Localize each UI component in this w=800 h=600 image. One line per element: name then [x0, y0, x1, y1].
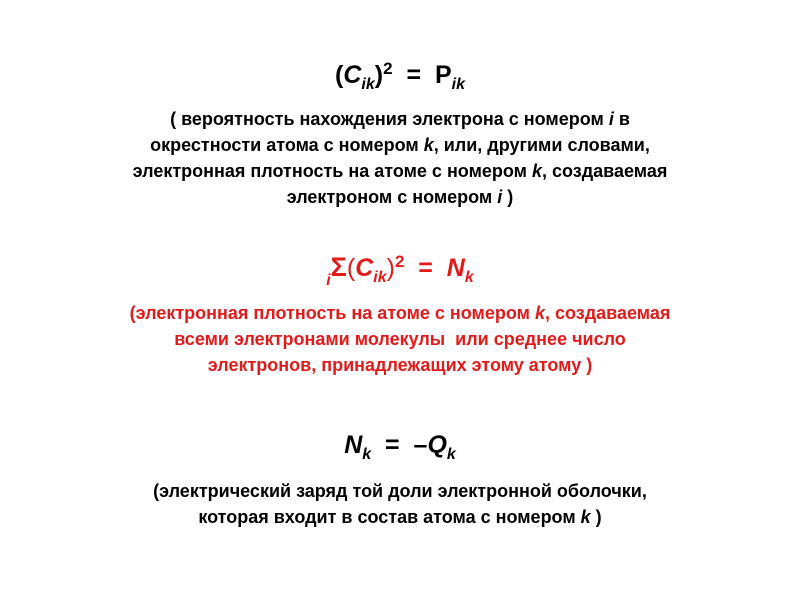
desc1-line4: электроном с номером i )	[286, 187, 514, 207]
desc1-line1: ( вероятность нахождения электрона с номером i в	[170, 109, 630, 129]
formula1-c: C	[343, 61, 362, 89]
desc3-line1: (электрический заряд той доли электронной оболочки,	[153, 481, 647, 501]
description-charge	[0, 478, 800, 530]
desc2-line1: (электронная плотность на атоме с номером k, создаваемая	[129, 303, 671, 323]
formula3-sub-k2: k	[446, 446, 456, 463]
description-electron-density	[0, 300, 800, 378]
formula2-sub-i: i	[326, 272, 331, 289]
formula3-q: Q	[427, 431, 447, 459]
formula1-close-paren: )	[374, 61, 384, 89]
formula2-equals: =	[404, 254, 447, 282]
formula1-sup-2: 2	[383, 59, 393, 78]
formula2-n: N	[446, 254, 465, 282]
formula2-sigma: Σ	[330, 252, 347, 282]
formula3-n: N	[344, 431, 363, 459]
formula2-sub-ik: ik	[373, 269, 387, 286]
formula1-equals: =	[392, 61, 435, 89]
formula1-p: P	[434, 61, 452, 89]
formula2-c: C	[355, 254, 374, 282]
formula3-minus: –	[413, 431, 428, 459]
formula2-open-paren: (	[346, 254, 356, 282]
desc1-line2: окрестности атома с номером k, или, другими словами,	[150, 135, 650, 155]
desc2-line2: всеми электронами молекулы или среднее число	[174, 329, 626, 349]
desc2-line3: электронов, принадлежащих этому атому )	[207, 355, 593, 375]
formula1-sub-ik: ik	[361, 76, 375, 93]
formula3-sub-k: k	[362, 446, 372, 463]
formula-probability	[0, 59, 800, 93]
formula2-sup-2: 2	[394, 252, 405, 271]
desc1-line3: электронная плотность на атоме с номером k, создаваемая	[132, 161, 668, 181]
formula1-sub-ik2: ik	[451, 76, 465, 93]
formula2-close-paren: )	[386, 254, 395, 282]
description-probability	[0, 106, 800, 210]
desc3-line2: которая входит в состав атома с номером k )	[198, 507, 602, 527]
formula1-open-paren: (	[335, 61, 344, 89]
formula-charge	[0, 430, 800, 463]
formula3-equals: =	[371, 431, 414, 459]
formula2-sub-k: k	[464, 269, 474, 286]
formula-electron-density-sum	[0, 252, 800, 289]
